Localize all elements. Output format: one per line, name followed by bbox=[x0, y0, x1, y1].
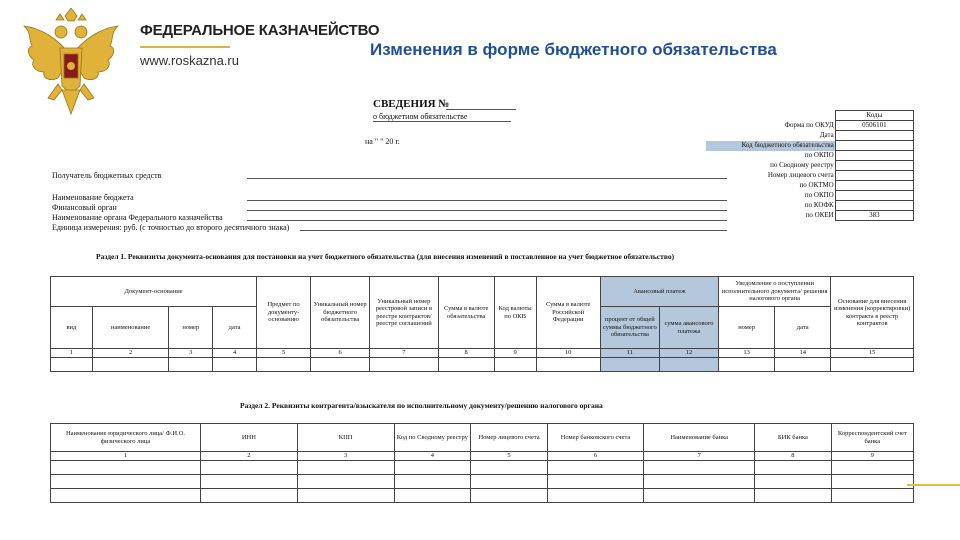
s2-colnum: 1 bbox=[51, 452, 201, 461]
field-recipient-line bbox=[247, 178, 727, 179]
form-subheading-line bbox=[373, 121, 511, 122]
s1-data-row bbox=[51, 358, 914, 372]
s1-h-advance: Авансовый платеж bbox=[600, 277, 718, 307]
s1-h-vid: вид bbox=[51, 307, 93, 349]
website-link[interactable]: www.roskazna.ru bbox=[140, 53, 239, 68]
s1-h-currency: Код валюты по ОКВ bbox=[494, 277, 536, 349]
s2-colnum: 7 bbox=[644, 452, 755, 461]
s2-data-row bbox=[51, 489, 914, 503]
code-label-date: Дата bbox=[819, 130, 834, 139]
s1-colnum: 6 bbox=[311, 349, 370, 358]
s2-colnum: 9 bbox=[831, 452, 913, 461]
section1-table bbox=[50, 276, 914, 372]
field-unit: Единица измерения: руб. (с точностью до второго десятичного знака) bbox=[52, 223, 290, 232]
field-recipient: Получатель бюджетных средств bbox=[52, 171, 162, 180]
code-label-registry: по Сводному реестру bbox=[770, 160, 834, 169]
s1-colnum: 13 bbox=[719, 349, 775, 358]
code-label-okpo: по ОКПО bbox=[804, 150, 834, 159]
form-subheading: о бюджетном обязательстве bbox=[373, 112, 468, 121]
form-number-line bbox=[446, 109, 516, 110]
code-value-kofk bbox=[835, 201, 913, 211]
code-label-okpo2: по ОКПО bbox=[804, 190, 834, 199]
s1-colnum: 8 bbox=[438, 349, 494, 358]
s2-colnum: 2 bbox=[201, 452, 298, 461]
s2-h-corr-account: Корреспондентский счет банка bbox=[831, 424, 913, 452]
s2-data-row bbox=[51, 475, 914, 489]
section1-title: Раздел 1. Реквизиты документа-основания для постановки на учет бюджетного обязательства (для внесения изменений в поставленное на учет бюджетное обязательство) bbox=[96, 252, 675, 261]
s1-colnum: 12 bbox=[659, 349, 718, 358]
s1-colnum: 9 bbox=[494, 349, 536, 358]
org-name: ФЕДЕРАЛЬНОЕ КАЗНАЧЕЙСТВО bbox=[140, 22, 380, 39]
field-fin-organ-line bbox=[247, 210, 727, 211]
section2-title: Раздел 2. Реквизиты контрагента/взыскателя по исполнительному документу/решению налогового органа bbox=[240, 401, 603, 410]
s1-colnum: 4 bbox=[213, 349, 257, 358]
code-value-okei: 383 bbox=[835, 211, 913, 221]
form-date-line: на " " 20 г. bbox=[365, 137, 400, 146]
s1-colnum: 10 bbox=[536, 349, 600, 358]
s1-colnum: 5 bbox=[257, 349, 311, 358]
s1-h-subject: Предмет по документу-основанию bbox=[257, 277, 311, 349]
code-label-account: Номер лицевого счета bbox=[767, 170, 834, 179]
field-fk-organ: Наименование органа Федерального казначейства bbox=[52, 213, 223, 222]
s1-h-percent: процент от общей суммы бюджетного обязательства bbox=[600, 307, 659, 349]
s1-h-notice-no: номер bbox=[719, 307, 775, 349]
s2-colnum: 4 bbox=[394, 452, 471, 461]
code-label-obligation: Код бюджетного обязательства bbox=[706, 141, 835, 151]
s2-colnum: 8 bbox=[755, 452, 831, 461]
field-budget: Наименование бюджета bbox=[52, 193, 134, 202]
s2-h-bank-account: Номер банковского счета bbox=[547, 424, 643, 452]
s1-h-rub: Сумма в валюте Российской Федерации bbox=[536, 277, 600, 349]
s1-h-grounds: Основание для внесения изменения (корректировки) контракта в реестр контрактов bbox=[831, 277, 914, 349]
s1-h-name: наименование bbox=[92, 307, 169, 349]
s1-colnum: 11 bbox=[600, 349, 659, 358]
decorative-accent-line bbox=[907, 484, 960, 486]
s1-h-unique-no: Уникальный номер бюджетного обязательства bbox=[311, 277, 370, 349]
s2-h-inn: ИНН bbox=[201, 424, 298, 452]
code-value-account bbox=[835, 171, 913, 181]
s1-colnum: 2 bbox=[92, 349, 169, 358]
code-value-okpo bbox=[835, 151, 913, 161]
code-value-oktmo bbox=[835, 181, 913, 191]
s2-colnum: 6 bbox=[547, 452, 643, 461]
slide-title: Изменения в форме бюджетного обязательства bbox=[370, 40, 777, 59]
s2-colnum: 5 bbox=[471, 452, 548, 461]
section2-table bbox=[50, 423, 914, 503]
s2-h-bik: БИК банка bbox=[755, 424, 831, 452]
codes-header: Коды bbox=[835, 111, 913, 121]
s2-h-kpp: КПП bbox=[297, 424, 394, 452]
code-label-okei: по ОКЕИ bbox=[805, 210, 834, 219]
codes-table bbox=[706, 110, 914, 221]
s1-colnum: 3 bbox=[169, 349, 213, 358]
code-value-registry bbox=[835, 161, 913, 171]
s2-colnum: 3 bbox=[297, 452, 394, 461]
s2-h-account: Номер лицевого счета bbox=[471, 424, 548, 452]
code-label-okud: Форма по ОКУД bbox=[784, 120, 834, 129]
s1-h-date: дата bbox=[213, 307, 257, 349]
code-value-date bbox=[835, 131, 913, 141]
field-fin-organ: Финансовый орган bbox=[52, 203, 117, 212]
s1-h-advance-sum: сумма авансового платежа bbox=[659, 307, 718, 349]
s1-h-amount: Сумма в валюте обязательства bbox=[438, 277, 494, 349]
s2-h-registry: Код по Сводному реестру bbox=[394, 424, 471, 452]
s1-colnum: 14 bbox=[775, 349, 831, 358]
s1-h-notice: Уведомление о поступлении исполнительного документа/ решения налогового органа bbox=[719, 277, 831, 307]
org-underline bbox=[140, 46, 230, 48]
code-label-oktmo: по ОКТМО bbox=[799, 180, 834, 189]
s2-h-name: Наименование юридического лица/ Ф.И.О. физического лица bbox=[51, 424, 201, 452]
s1-colnum: 7 bbox=[370, 349, 438, 358]
code-value-okud: 0506101 bbox=[835, 121, 913, 131]
s2-h-bank-name: Наименование банка bbox=[644, 424, 755, 452]
s1-colnum: 15 bbox=[831, 349, 914, 358]
s2-data-row bbox=[51, 461, 914, 475]
s1-h-notice-date: дата bbox=[775, 307, 831, 349]
code-label-kofk: по КОФК bbox=[804, 200, 834, 209]
s1-h-registry-no: Уникальный номер реестровой записи в реестре контрактов/ реестре соглашений bbox=[370, 277, 438, 349]
s1-h-doc-basis: Документ-основание bbox=[51, 277, 257, 307]
field-unit-line bbox=[300, 230, 727, 231]
form-heading: СВЕДЕНИЯ № bbox=[373, 98, 450, 110]
double-headed-eagle-icon bbox=[18, 8, 124, 120]
code-value-obligation bbox=[835, 141, 913, 151]
code-value-okpo2 bbox=[835, 191, 913, 201]
s1-colnum: 1 bbox=[51, 349, 93, 358]
field-fk-organ-line bbox=[247, 220, 727, 221]
s1-h-number: номер bbox=[169, 307, 213, 349]
field-budget-line bbox=[247, 200, 727, 201]
